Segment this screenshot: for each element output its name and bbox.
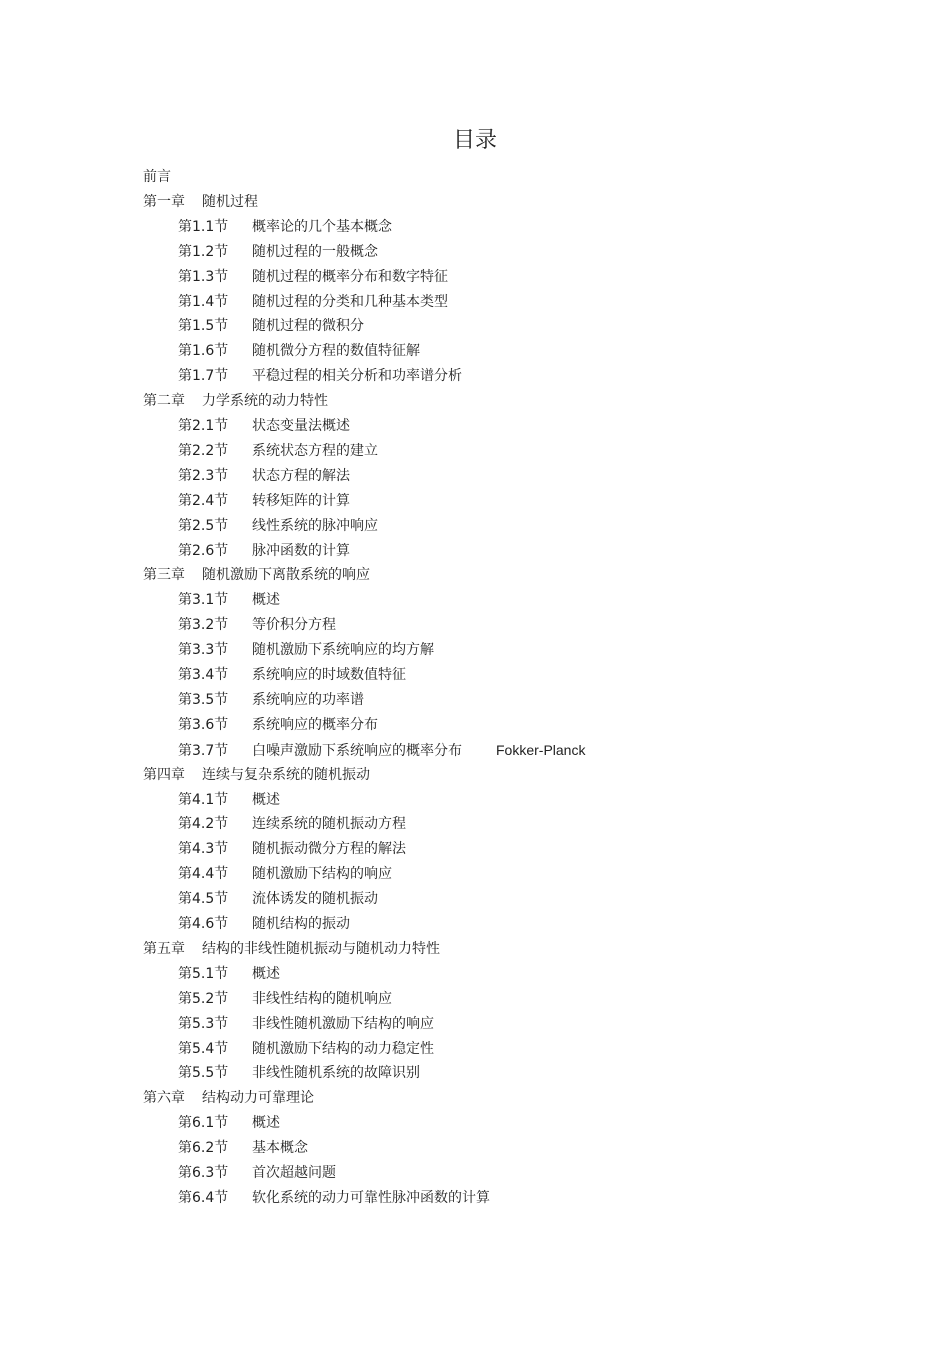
- entry-title: 随机激励下结构的动力稳定性: [252, 1040, 434, 1057]
- entry-title: 概述: [252, 1115, 280, 1132]
- entry-number: 第4.6节: [178, 916, 229, 932]
- toc-section-entry: [178, 663, 406, 688]
- toc-section-entry: [178, 414, 350, 439]
- entry-title: 白噪声激励下系统响应的概率分布: [252, 742, 462, 759]
- entry-title: 随机过程的概率分布和数字特征: [252, 268, 448, 285]
- toc-section-entry: [178, 987, 392, 1012]
- entry-number: 第1.3节: [178, 268, 229, 285]
- toc-section-entry: [178, 912, 350, 937]
- toc-section-entry: [178, 887, 378, 912]
- toc-section-entry: [178, 788, 280, 813]
- entry-title: 连续系统的随机振动方程: [252, 816, 406, 833]
- entry-number: 第3.7节: [178, 742, 229, 759]
- toc-section-entry: [178, 240, 378, 265]
- entry-number: 第一章: [143, 193, 185, 210]
- entry-title: 软化系统的动力可靠性脉冲函数的计算: [252, 1189, 490, 1206]
- entry-title: 线性系统的脉冲响应: [252, 517, 378, 534]
- toc-section-entry: [178, 812, 406, 837]
- entry-number: 第3.4节: [178, 667, 229, 683]
- toc-section-entry: [178, 862, 392, 887]
- entry-title: 状态方程的解法: [252, 467, 350, 484]
- toc-section-entry: [178, 688, 364, 713]
- entry-title: 状态变量法概述: [252, 418, 350, 434]
- entry-title: 随机过程的微积分: [252, 318, 364, 335]
- toc-section-entry: [178, 1186, 490, 1211]
- entry-number: 第1.1节: [178, 218, 229, 235]
- entry-title: 力学系统的动力特性: [202, 393, 328, 410]
- toc-section-entry: [178, 588, 280, 613]
- toc-chapter-entry: [143, 937, 440, 962]
- entry-number: 第3.5节: [178, 691, 229, 708]
- toc-section-entry: [178, 1161, 336, 1186]
- entry-number: 第4.3节: [178, 841, 229, 858]
- entry-number: 第5.2节: [178, 990, 229, 1007]
- entry-title: 等价积分方程: [252, 617, 336, 634]
- entry-number: 第5.4节: [178, 1040, 229, 1057]
- entry-number: 第3.3节: [178, 642, 229, 659]
- entry-number: 第五章: [143, 940, 185, 957]
- entry-title: 随机结构的振动: [252, 916, 350, 932]
- toc-section-entry: [178, 339, 420, 364]
- entry-title: 非线性随机激励下结构的响应: [252, 1015, 434, 1032]
- entry-number: 第3.6节: [178, 716, 229, 733]
- entry-title: 随机激励下系统响应的均方解: [252, 642, 434, 659]
- toc-section-entry: [178, 613, 336, 638]
- toc-chapter-entry: [143, 165, 202, 190]
- entry-title: 平稳过程的相关分析和功率谱分析: [252, 368, 462, 385]
- entry-number: 第4.4节: [178, 866, 229, 883]
- toc-section-entry: [178, 638, 434, 663]
- entry-number: 第4.5节: [178, 891, 229, 908]
- toc-section-entry: [178, 215, 392, 240]
- entry-number: 第6.4节: [178, 1189, 229, 1206]
- entry-title: 概述: [252, 592, 280, 609]
- entry-title: 连续与复杂系统的随机振动: [202, 766, 370, 783]
- entry-title: 随机激励下结构的响应: [252, 866, 392, 883]
- entry-number: 第4.2节: [178, 816, 229, 833]
- entry-title: 结构动力可靠理论: [202, 1090, 314, 1107]
- toc-title: 目录: [452, 128, 497, 153]
- toc-section-entry: [178, 439, 378, 464]
- entry-title: 随机微分方程的数值特征解: [252, 343, 420, 360]
- toc-section-entry: [178, 962, 280, 987]
- entry-title: 随机激励下离散系统的响应: [202, 567, 370, 584]
- entry-title: 概率论的几个基本概念: [252, 218, 392, 235]
- entry-title: 脉冲函数的计算: [252, 542, 350, 559]
- toc-section-entry: [178, 265, 448, 290]
- entry-title: 首次超越问题: [252, 1165, 336, 1181]
- entry-number: 第2.3节: [178, 467, 229, 484]
- toc-section-entry: [178, 489, 350, 514]
- entry-number: 第3.1节: [178, 592, 229, 609]
- entry-title: 结构的非线性随机振动与随机动力特性: [202, 940, 440, 957]
- entry-title: 系统响应的概率分布: [252, 716, 378, 733]
- entry-title: 随机振动微分方程的解法: [252, 841, 406, 858]
- entry-number: 第6.1节: [178, 1115, 229, 1132]
- toc-section-entry: [178, 539, 350, 564]
- entry-number: 第2.2节: [178, 442, 229, 459]
- toc-chapter-entry: [143, 563, 370, 588]
- toc-chapter-entry: [143, 389, 328, 414]
- toc-section-entry: [178, 1111, 280, 1136]
- entry-number: 第二章: [143, 393, 185, 410]
- entry-number: 第四章: [143, 766, 185, 783]
- entry-title: 非线性结构的随机响应: [252, 990, 392, 1007]
- entry-title: 概述: [252, 791, 280, 808]
- entry-title: 流体诱发的随机振动: [252, 891, 378, 908]
- toc-section-entry: [178, 290, 448, 315]
- toc-chapter-entry: [143, 763, 370, 788]
- entry-number: 第1.5节: [178, 318, 229, 335]
- entry-number: 第2.4节: [178, 492, 229, 509]
- entry-title: 随机过程: [202, 193, 258, 210]
- entry-number: 第6.2节: [178, 1140, 229, 1157]
- entry-title: 系统响应的时域数值特征: [252, 667, 406, 683]
- entry-title: 基本概念: [252, 1140, 308, 1157]
- toc-chapter-entry: [143, 190, 258, 215]
- toc-section-entry: [178, 464, 350, 489]
- entry-number: 第5.3节: [178, 1015, 229, 1032]
- entry-number: 第4.1节: [178, 791, 229, 808]
- entry-number: 第1.2节: [178, 243, 229, 260]
- entry-extra-text: Fokker-Planck: [496, 741, 586, 758]
- toc-chapter-entry: [143, 1086, 314, 1111]
- entry-number: 第1.7节: [178, 368, 229, 385]
- entry-number: 第3.2节: [178, 617, 229, 634]
- entry-number: 第2.5节: [178, 517, 229, 534]
- entry-number: 第6.3节: [178, 1165, 229, 1181]
- entry-title: 系统状态方程的建立: [252, 442, 378, 459]
- toc-section-entry: [178, 1136, 308, 1161]
- entry-title: 随机过程的分类和几种基本类型: [252, 293, 448, 310]
- toc-section-entry: [178, 1061, 420, 1086]
- entry-number: 第六章: [143, 1090, 185, 1107]
- entry-title: 概述: [252, 965, 280, 982]
- entry-number: 第2.6节: [178, 542, 229, 559]
- entry-title: 系统响应的功率谱: [252, 691, 364, 708]
- entry-number: 第2.1节: [178, 418, 229, 434]
- entry-number: 第1.6节: [178, 343, 229, 360]
- entry-title: 随机过程的一般概念: [252, 243, 378, 260]
- toc-section-entry: [178, 1012, 434, 1037]
- toc-section-entry: [178, 364, 462, 389]
- entry-number: 第5.1节: [178, 965, 229, 982]
- entry-number: 第三章: [143, 567, 185, 584]
- toc-section-entry: [178, 738, 585, 763]
- entry-number: 第1.4节: [178, 293, 229, 310]
- toc-section-entry: [178, 1037, 434, 1062]
- entry-title: 非线性随机系统的故障识别: [252, 1065, 420, 1082]
- toc-section-entry: [178, 837, 406, 862]
- entry-title: 转移矩阵的计算: [252, 492, 350, 509]
- toc-section-entry: [178, 514, 378, 539]
- toc-section-entry: [178, 713, 378, 738]
- entry-number: 前言: [143, 169, 171, 185]
- toc-section-entry: [178, 314, 364, 339]
- entry-number: 第5.5节: [178, 1065, 229, 1082]
